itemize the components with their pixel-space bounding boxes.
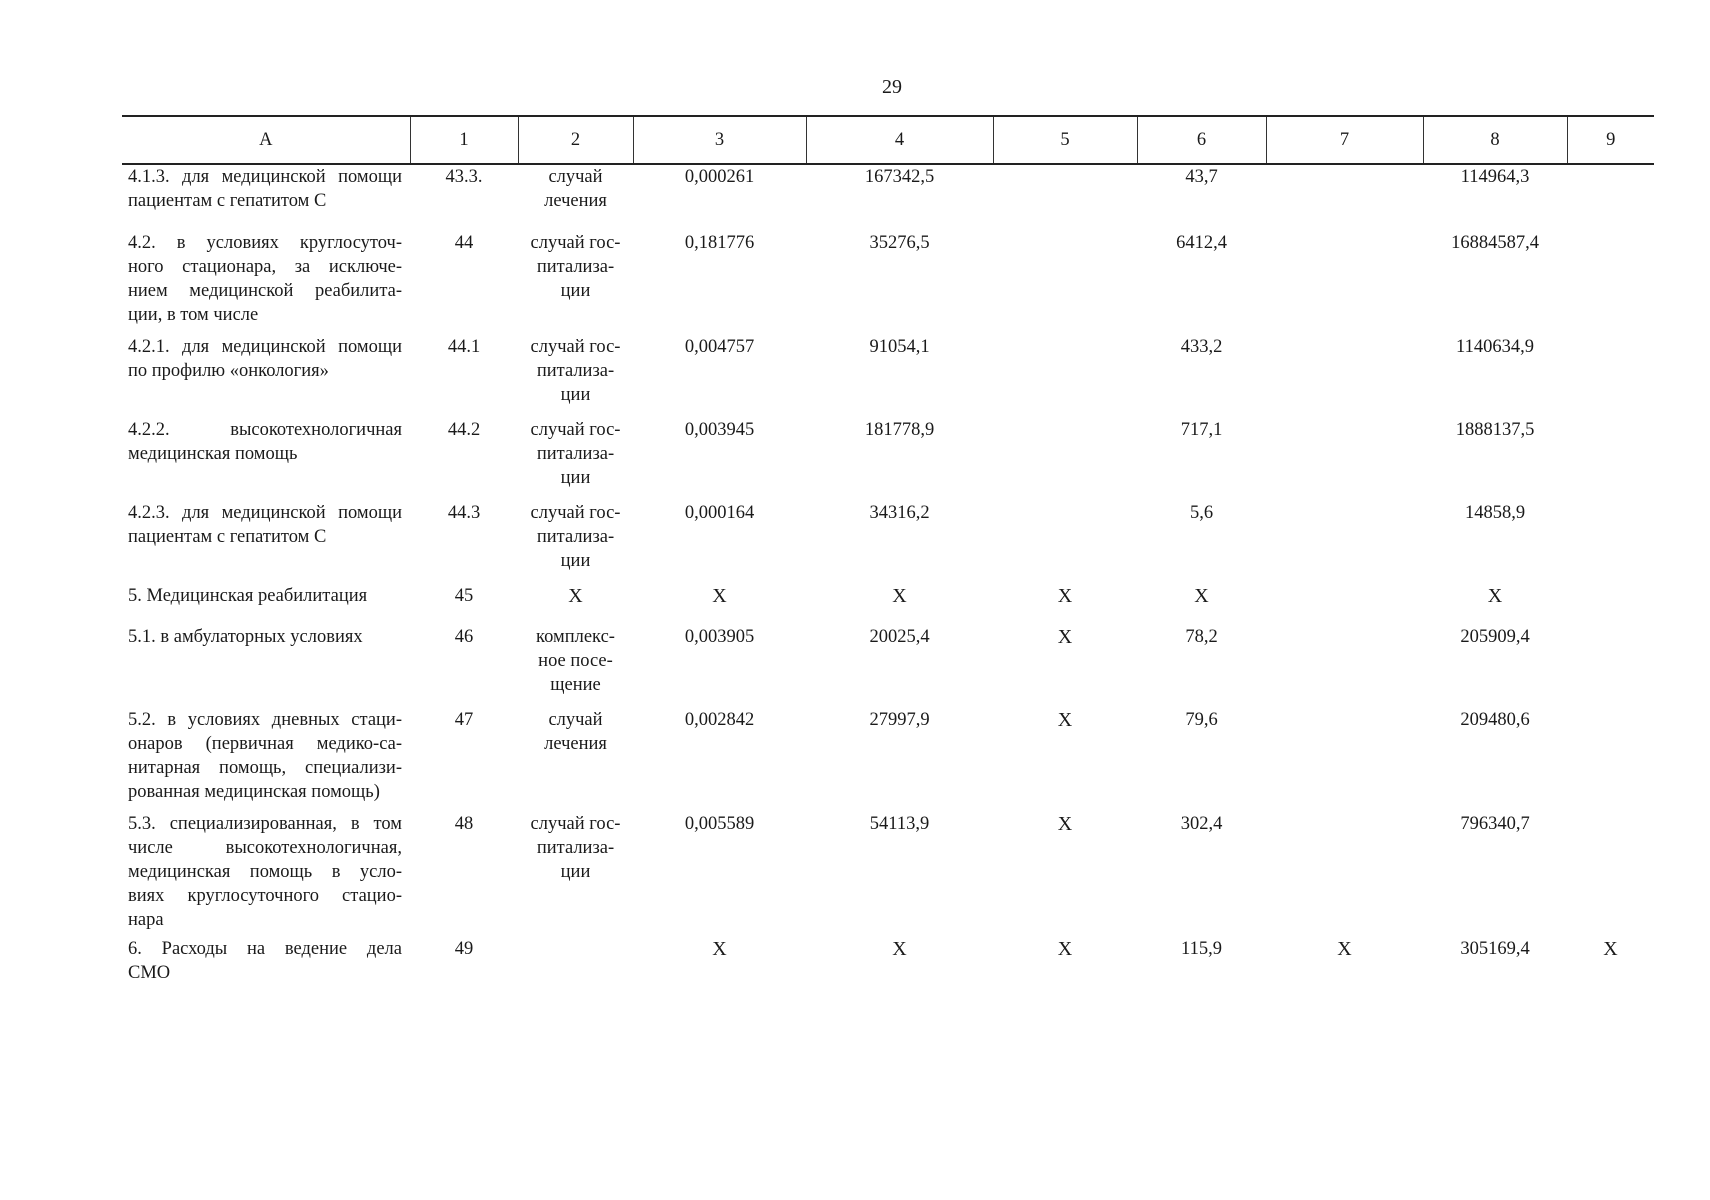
cell-col-7 — [1266, 335, 1423, 418]
cell-col-8: 1888137,5 — [1455, 420, 1535, 440]
unit-line: случай — [548, 710, 603, 730]
cell-col-4: 20025,4 — [869, 627, 930, 647]
cell-col-9 — [1567, 335, 1654, 418]
row-label-line: 5. Медицинская реабилитация — [128, 586, 368, 606]
cell-col-1: 44 — [454, 233, 474, 253]
row-label-line: ции, в том числе — [128, 305, 259, 325]
cell-col-9 — [1567, 418, 1654, 501]
cell-col-2 — [518, 501, 633, 584]
row-label-line: по профилю «онкология» — [128, 361, 329, 381]
cell-col-7 — [1266, 501, 1423, 584]
unit-line: случай гос- — [530, 233, 621, 253]
cell-col-2 — [518, 625, 633, 708]
cell-col-3: 0,003945 — [684, 420, 755, 440]
row-label-line: пациентам с гепатитом С — [128, 191, 327, 211]
cell-col-7 — [1266, 231, 1423, 335]
row-label-line: 5.3. специализированная, в том — [128, 814, 402, 834]
cell-col-5 — [993, 418, 1137, 501]
unit-line: ное посе- — [538, 651, 613, 671]
cell-col-9 — [1567, 625, 1654, 708]
cell-col-4: 54113,9 — [869, 814, 930, 834]
cell-col-6: 717,1 — [1180, 420, 1223, 440]
cell-col-5: Х — [1057, 938, 1073, 960]
unit-line: питализа- — [536, 444, 615, 464]
row-label-line: нитарная помощь, специализи- — [128, 758, 402, 778]
cell-col-6: 79,6 — [1185, 710, 1218, 730]
unit-line: случай — [548, 167, 603, 187]
cell-col-6: 433,2 — [1180, 337, 1223, 357]
cell-col-7 — [1266, 625, 1423, 708]
column-header-5: 5 — [993, 116, 1137, 164]
row-label-line: 4.2.3. для медицинской помощи — [128, 503, 402, 523]
row-label-line: 4.2.2. высокотехнологичная — [128, 420, 402, 440]
row-label-line: 5.1. в амбулаторных условиях — [128, 627, 363, 647]
column-header-1: 1 — [410, 116, 518, 164]
cell-col-4: 181778,9 — [864, 420, 935, 440]
cell-col-5 — [993, 501, 1137, 584]
unit-line: питализа- — [536, 257, 615, 277]
cell-col-3: 0,181776 — [684, 233, 755, 253]
header-row — [122, 116, 1654, 164]
column-header-4: 4 — [806, 116, 993, 164]
table-row — [122, 231, 1654, 335]
cell-col-9 — [1567, 231, 1654, 335]
unit-line: случай гос- — [530, 420, 621, 440]
column-header-6: 6 — [1137, 116, 1266, 164]
cell-col-1: 47 — [454, 710, 474, 730]
cell-col-8: 209480,6 — [1460, 710, 1530, 730]
table-body — [122, 164, 1654, 997]
cell-col-3: Х — [712, 585, 727, 607]
cell-col-8: 14858,9 — [1464, 503, 1526, 523]
row-label-line: пациентам с гепатитом С — [128, 527, 327, 547]
row-label-line: 5.2. в условиях дневных стаци- — [128, 710, 402, 730]
unit-line: ции — [560, 468, 591, 488]
cell-col-7 — [1266, 812, 1423, 937]
data-table — [122, 115, 1654, 997]
cell-col-6: 115,9 — [1181, 939, 1222, 959]
cell-col-7 — [1266, 164, 1423, 231]
table-row — [122, 335, 1654, 418]
cell-col-5 — [993, 231, 1137, 335]
cell-col-1: 49 — [454, 939, 474, 959]
column-header-a: А — [122, 116, 410, 164]
row-label — [122, 418, 410, 501]
cell-col-2 — [518, 584, 633, 625]
row-label — [122, 501, 410, 584]
row-label-line: рованная медицинская помощь) — [128, 782, 380, 802]
table-row — [122, 164, 1654, 231]
cell-col-4: Х — [892, 938, 907, 960]
cell-col-5: Х — [1057, 813, 1073, 835]
cell-col-3: 0,000261 — [684, 167, 755, 187]
cell-col-1: 45 — [454, 586, 474, 606]
row-label — [122, 937, 410, 997]
cell-col-8: 796340,7 — [1460, 814, 1530, 834]
cell-col-5: Х — [1057, 626, 1073, 648]
page-number: 29 — [882, 76, 902, 98]
cell-col-1: 44.3 — [447, 503, 481, 523]
cell-col-8: 305169,4 — [1460, 939, 1530, 959]
table-row — [122, 708, 1654, 812]
cell-col-2 — [518, 335, 633, 418]
cell-col-3: 0,004757 — [684, 337, 755, 357]
cell-col-6: 43,7 — [1185, 167, 1218, 187]
row-label-line: 4.2. в условиях круглосуточ- — [128, 233, 402, 253]
column-header-3: 3 — [633, 116, 806, 164]
cell-col-2 — [518, 937, 633, 997]
cell-col-3: 0,000164 — [684, 503, 755, 523]
cell-col-6: 78,2 — [1185, 627, 1218, 647]
cell-col-3: 0,002842 — [684, 710, 755, 730]
row-label-line: медицинская помощь в усло- — [128, 862, 402, 882]
row-label-line: нара — [128, 910, 164, 930]
cell-col-4: 35276,5 — [869, 233, 930, 253]
cell-col-7 — [1266, 418, 1423, 501]
cell-col-2 — [518, 812, 633, 937]
row-label — [122, 625, 410, 708]
cell-col-7: Х — [1337, 938, 1352, 960]
cell-col-9 — [1567, 584, 1654, 625]
cell-col-9 — [1567, 708, 1654, 812]
row-label-line: числе высокотехнологичная, — [128, 838, 402, 858]
cell-col-9 — [1567, 164, 1654, 231]
unit-line: Х — [568, 585, 583, 607]
unit-line: случай гос- — [530, 503, 621, 523]
column-header-7: 7 — [1266, 116, 1423, 164]
column-header-2: 2 — [518, 116, 633, 164]
cell-col-8: 114964,3 — [1460, 167, 1530, 187]
cell-col-5 — [993, 164, 1137, 231]
unit-line: ции — [560, 281, 591, 301]
column-header-8: 8 — [1423, 116, 1567, 164]
row-label-line: медицинская помощь — [128, 444, 298, 464]
unit-line: лечения — [544, 734, 607, 754]
row-label — [122, 584, 410, 625]
unit-line: питализа- — [536, 527, 615, 547]
table-row — [122, 501, 1654, 584]
cell-col-8: Х — [1487, 585, 1503, 607]
cell-col-9: Х — [1603, 938, 1618, 960]
table-row — [122, 418, 1654, 501]
unit-line: ции — [560, 551, 591, 571]
cell-col-1: 44.1 — [447, 337, 481, 357]
row-label — [122, 231, 410, 335]
cell-col-1: 48 — [454, 814, 474, 834]
column-header-9: 9 — [1567, 116, 1654, 164]
cell-col-9 — [1567, 501, 1654, 584]
cell-col-6: 5,6 — [1189, 503, 1214, 523]
cell-col-8: 205909,4 — [1460, 627, 1530, 647]
unit-line: питализа- — [536, 361, 615, 381]
cell-col-7 — [1266, 708, 1423, 812]
row-label-line: 4.2.1. для медицинской помощи — [128, 337, 402, 357]
row-label-line: онаров (первичная медико-са- — [128, 734, 402, 754]
unit-line: случай гос- — [530, 337, 621, 357]
row-label-line: 6. Расходы на ведение дела — [128, 939, 402, 959]
cell-col-3: Х — [712, 938, 727, 960]
cell-col-2 — [518, 164, 633, 231]
row-label-line: СМО — [128, 963, 171, 983]
cell-col-1: 44.2 — [447, 420, 481, 440]
cell-col-8: 1140634,9 — [1456, 337, 1534, 357]
table-row — [122, 625, 1654, 708]
cell-col-5: Х — [1057, 585, 1073, 607]
cell-col-8: 16884587,4 — [1451, 233, 1539, 253]
row-label — [122, 335, 410, 418]
unit-line: ции — [560, 862, 591, 882]
table-row — [122, 812, 1654, 937]
cell-col-1: 43.3. — [445, 167, 483, 187]
cell-col-6: 6412,4 — [1176, 233, 1227, 253]
cell-col-2 — [518, 418, 633, 501]
row-label — [122, 708, 410, 812]
row-label — [122, 812, 410, 937]
row-label-line: нием медицинской реабилита- — [128, 281, 402, 301]
cell-col-2 — [518, 231, 633, 335]
unit-line: лечения — [544, 191, 607, 211]
row-label — [122, 164, 410, 231]
table-header — [122, 116, 1654, 164]
cell-col-3: 0,003905 — [684, 627, 755, 647]
cell-col-2 — [518, 708, 633, 812]
unit-line: комплекс- — [536, 627, 615, 647]
cell-col-7 — [1266, 584, 1423, 625]
unit-line: питализа- — [536, 838, 615, 858]
cell-col-4: 34316,2 — [869, 503, 930, 523]
table-row — [122, 937, 1654, 997]
cell-col-1: 46 — [454, 627, 474, 647]
cell-col-3: 0,005589 — [684, 814, 755, 834]
cell-col-4: 167342,5 — [864, 167, 935, 187]
cell-col-5: Х — [1057, 709, 1073, 731]
cell-col-9 — [1567, 812, 1654, 937]
cell-col-6: 302,4 — [1180, 814, 1223, 834]
row-label-line: ного стационара, за исключе- — [128, 257, 402, 277]
cell-col-4: 91054,1 — [869, 337, 930, 357]
cell-col-6: Х — [1194, 585, 1209, 607]
row-label-line: 4.1.3. для медицинской помощи — [128, 167, 402, 187]
unit-line: ции — [560, 385, 591, 405]
unit-line: щение — [550, 675, 601, 695]
cell-col-4: 27997,9 — [869, 710, 930, 730]
unit-line: случай гос- — [530, 814, 621, 834]
row-label-line: виях круглосуточного стацио- — [128, 886, 402, 906]
cell-col-5 — [993, 335, 1137, 418]
table-row — [122, 584, 1654, 625]
cell-col-4: Х — [892, 585, 907, 607]
